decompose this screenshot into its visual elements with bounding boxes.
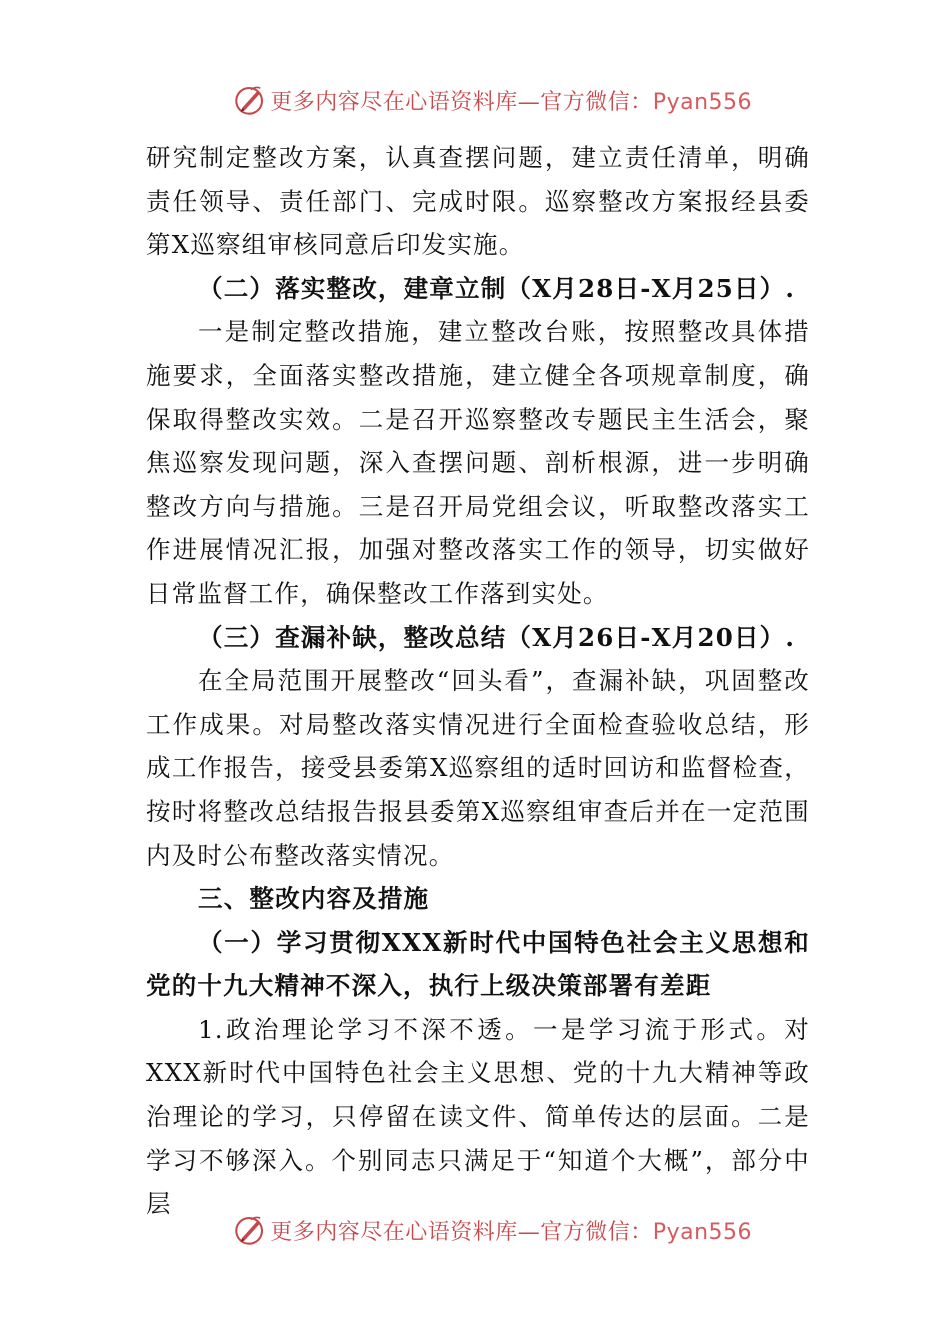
watermark-text: 更多内容尽在心语资料库—官方微信：Pyan556 (270, 89, 752, 115)
heading-section-three: 三、整改内容及措施 (198, 884, 430, 914)
paragraph-political-study: 1.政治理论学习不深不透。一是学习流于形式。对XXX新时代中国特色社会主义思想、党的十九大精神等政治理论的学习，只停留在读文件、简单传达的层面。二是学习不够深入。个别同志只满足于“知道个大概”，部分中层 (146, 1014, 810, 1219)
watermark-text: 更多内容尽在心语资料库—官方微信：Pyan556 (270, 1219, 752, 1245)
document-body (146, 136, 810, 1226)
subheading-fill-gaps: （三）查漏补缺，整改总结（X月26日-X月20日）. (198, 622, 796, 652)
paragraph-measures: 一是制定整改措施，建立整改台账，按照整改具体措施要求，全面落实整改措施，建立健全各项规章制度，确保取得整改实效。二是召开巡察整改专题民主生活会，聚焦巡察发现问题，深入查摆问题、剖析根源，进一步明确整改方向与措施。三是召开局党组会议，听取整改落实工作进展情况汇报，加强对整改落实工作的领导，切实做好日常监督工作，确保整改工作落到实处。 (146, 317, 810, 608)
pen-logo-icon (232, 80, 266, 120)
pen-logo-icon (232, 1210, 266, 1250)
subheading-study-thought: （一）学习贯彻XXX新时代中国特色社会主义思想和党的十九大精神不深入，执行上级决策部署有差距 (146, 927, 810, 1001)
watermark-header (232, 78, 752, 122)
watermark-footer (232, 1208, 752, 1252)
subheading-implement-rectification: （二）落实整改，建章立制（X月28日-X月25日）. (198, 273, 796, 303)
paragraph-continuation: 研究制定整改方案，认真查摆问题，建立责任清单，明确责任领导、责任部门、完成时限。巡察整改方案报经县委第X巡察组审核同意后印发实施。 (146, 143, 810, 260)
paragraph-look-back: 在全局范围开展整改“回头看”，查漏补缺，巩固整改工作成果。对局整改落实情况进行全面检查验收总结，形成工作报告，接受县委第X巡察组的适时回访和监督检查，按时将整改总结报告报县委第X巡察组审查后并在一定范围内及时公布整改落实情况。 (146, 666, 810, 870)
